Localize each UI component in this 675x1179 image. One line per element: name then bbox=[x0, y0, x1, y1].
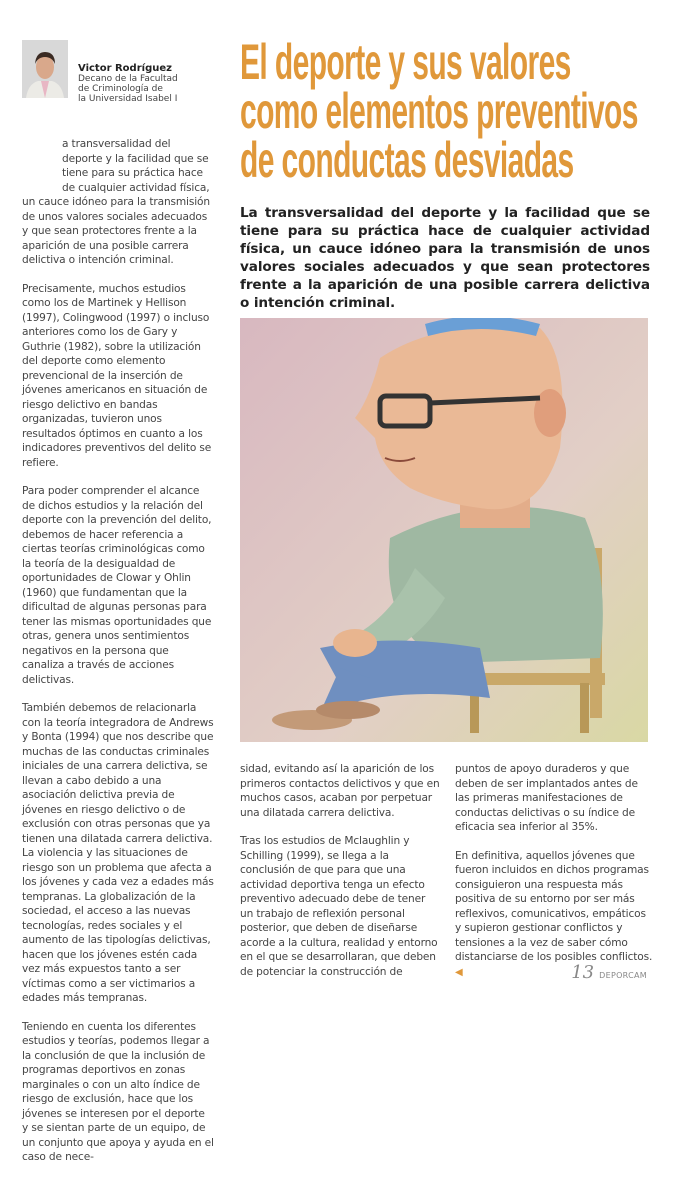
author-photo bbox=[22, 40, 68, 98]
article-title bbox=[240, 34, 675, 188]
drop-cap bbox=[22, 137, 52, 189]
paragraph-text: En definitiva, aquellos jóvenes que fueron incluidos en dichos programas consiguieron una respuesta más positiva de su entorno por ser más reflexivos, comunicativos, empáticos y supieron gestionar conflictos y tensiones a la vez de saber cómo distanciarse de los posibles conflictos. bbox=[455, 849, 653, 963]
title-line: de conductas desviadas bbox=[240, 132, 574, 188]
column-middle bbox=[240, 762, 440, 993]
title-line: El deporte y sus valores bbox=[240, 34, 571, 90]
paragraph bbox=[455, 849, 655, 981]
column-left bbox=[22, 137, 214, 1179]
paragraph: También debemos de relacionarla con la teoría integradora de Andrews y Bonta (1994) que nos describe que muchas de las conductas criminales iniciales de una carrera delictiva, se llevan a cabo debido a una asociación delictiva previa de jóvenes en riesgo delictivo o de exclusión con otras personas que ya tienen una dilatada carrera delictiva. La violencia y las situaciones de riesgo son un problema que afecta a los jóvenes y cada vez a edades más tempranas. La globalización de la sociedad, el acceso a las nuevas tecnologías, redes sociales y el aumento de las tipologías delictivas, hacen que los jóvenes estén cada vez más expuestos tanto a ser víctimas como a ser victimarios a edades más tempranas. bbox=[22, 702, 214, 1004]
page-footer bbox=[571, 962, 647, 983]
lead-paragraph: La transversalidad del deporte y la facilidad que se tiene para su práctica hace de cualquier actividad física, un cauce idóneo para la transmisión de unos valores sociales adecuados y que sean protectores frente a la aparición de una posible carrera delictiva o intención criminal. bbox=[240, 205, 650, 311]
author-byline bbox=[78, 64, 178, 104]
article-illustration bbox=[240, 318, 648, 742]
magazine-name: DEPORCAM bbox=[599, 971, 647, 980]
author-role: Decano de la Facultad bbox=[78, 74, 178, 84]
author-role: la Universidad Isabel I bbox=[78, 94, 178, 104]
column-right bbox=[455, 762, 655, 994]
paragraph: sidad, evitando así la aparición de los primeros contactos delictivos y que en muchos casos, acaban por perpetuar una dilatada carrera delictiva. bbox=[240, 763, 440, 819]
paragraph: puntos de apoyo duraderos y que deben de ser implantados antes de las primeras manifestaciones de conductas delictivas o su índice de eficacia sea inferior al 35%. bbox=[455, 763, 638, 833]
paragraph: Precisamente, muchos estudios como los de Martinek y Hellison (1997), Colingwood (1997) o incluso anteriores como los de Gary y Guthrie (1982), sobre la utilización del deporte como elemento prevencional de la inserción de jóvenes americanos en situación de riesgo delictivo en bandas organizadas, tuvieron unos resultados óptimos en cuanto a los indicadores preventivos del delito se refiere. bbox=[22, 282, 212, 469]
paragraph: Teniendo en cuenta los diferentes estudios y teorías, podemos llegar a la conclusión de que la inclusión de programas deportivos en zonas marginales o con un alto índice de riesgo de exclusión, hace que los jóvenes se interesen por el deporte y se sientan parte de un equipo, de un conjunto que apoya y ayuda en el caso de nece- bbox=[22, 1020, 214, 1163]
paragraph: Para poder comprender el alcance de dichos estudios y la relación del deporte con la prevención del delito, debemos de hacer referencia a ciertas teorías criminológicas como la teoría de la desigualdad de oportunidades de Clowar y Ohlin (1960) que fundamentan que la dificultad de algunas personas para tener las mismas oportunidades que otras, genera unos sentimientos negativos en la persona que canaliza a través de acciones delictivas. bbox=[22, 485, 212, 686]
paragraph bbox=[22, 137, 214, 268]
author-name: Victor Rodríguez bbox=[78, 63, 172, 74]
title-line: como elementos preventivos bbox=[240, 83, 638, 139]
end-mark-icon: ◀ bbox=[455, 966, 463, 978]
paragraph-text: a transversalidad del deporte y la facilidad que se tiene para su práctica hace de cualquier actividad física, un cauce idóneo para la transmisión de unos valores sociales adecuados y que sean protectores frente a la aparición de una posible carrera delictiva o intención criminal. bbox=[22, 138, 210, 266]
author-role: de Criminología de bbox=[78, 84, 163, 94]
paragraph: Tras los estudios de Mclaughlin y Schilling (1999), se llega a la conclusión de que para que una actividad deportiva tenga un efecto preventivo adecuado debe de tener un trabajo de reflexión personal posterior, que deben de diseñarse acorde a la cultura, realidad y entorno en el que se desarrollaran, que deben de potenciar la construcción de bbox=[240, 835, 438, 978]
page-number: 13 bbox=[571, 962, 595, 983]
